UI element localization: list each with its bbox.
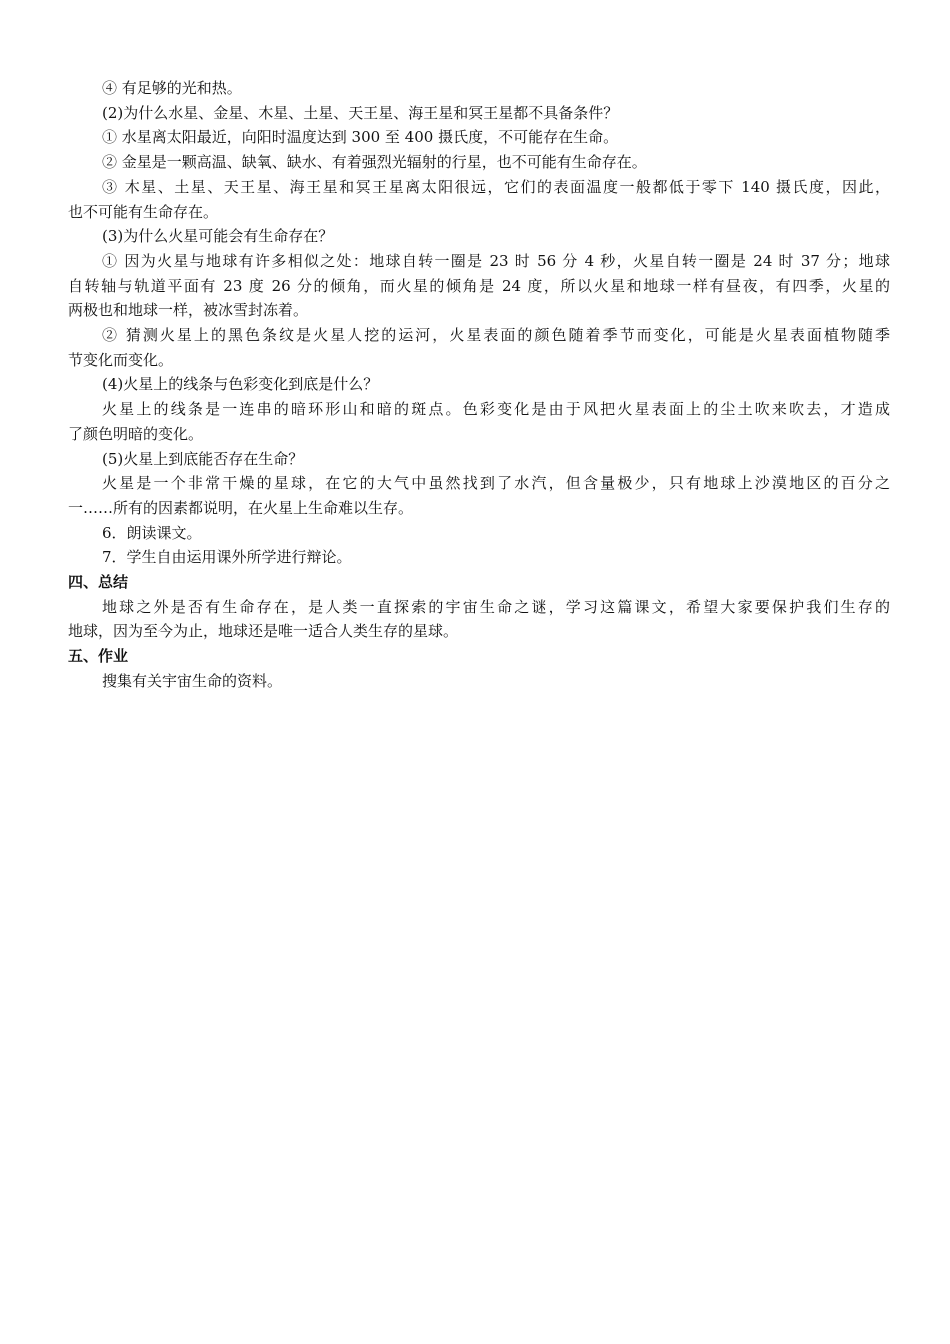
answer-mars-lines: 火星上的线条是一连串的暗环形山和暗的斑点。色彩变化是由于风把火星表面上的尘土吹来吹去，才造成 — [102, 400, 890, 419]
answer-mercury: ① 水星离太阳最近，向阳时温度达到 300 至 400 摄氏度，不可能存在生命。 — [102, 128, 619, 147]
step-6: 6．朗读课文。 — [102, 523, 202, 542]
summary-paragraph: 地球之外是否有生命存在，是人类一直探索的宇宙生命之谜，学习这篇课文，希望大家要保护我们生存的 — [102, 597, 890, 616]
answer-mars-life-cont: 一……所有的因素都说明，在火星上生命难以生存。 — [68, 498, 414, 517]
list-item-light-heat: ④ 有足够的光和热。 — [102, 79, 242, 97]
answer-venus: ② 金星是一颗高温、缺氧、缺水、有着强烈光辐射的行星，也不可能有生命存在。 — [102, 153, 647, 172]
answer-mars-life: 火星是一个非常干燥的星球，在它的大气中虽然找到了水汽，但含量极少，只有地球上沙漠地区的百分之 — [102, 474, 890, 493]
homework-text: 搜集有关宇宙生命的资料。 — [102, 671, 283, 690]
section-heading-summary: 四、总结 — [68, 573, 129, 592]
answer-mars-canals-cont: 节变化而变化。 — [68, 350, 174, 369]
document-page — [68, 76, 890, 694]
question-4: (4)火星上的线条与色彩变化到底是什么？ — [102, 375, 379, 394]
summary-paragraph-cont: 地球，因为至今为止，地球还是唯一适合人类生存的星球。 — [68, 622, 459, 641]
answer-mars-similarity: ① 因为火星与地球有许多相似之处：地球自转一圈是 23 时 56 分 4 秒，火星自转一圈是 24 时 37 分；地球 — [102, 251, 890, 270]
question-2: (2)为什么水星、金星、木星、土星、天王星、海王星和冥王星都不具备条件？ — [102, 103, 619, 122]
question-5: (5)火星上到底能否存在生命？ — [102, 449, 304, 468]
answer-outer-planets: ③ 木星、土星、天王星、海王星和冥王星离太阳很远，它们的表面温度一般都低于零下 140 摄氏度，因此， — [102, 177, 890, 196]
answer-mars-lines-cont: 了颜色明暗的变化。 — [68, 424, 204, 443]
answer-mars-similarity-cont-1: 自转轴与轨道平面有 23 度 26 分的倾角，而火星的倾角是 24 度，所以火星和地球一样有昼夜，有四季，火星的 — [68, 276, 890, 295]
answer-mars-canals: ② 猜测火星上的黑色条纹是火星人挖的运河，火星表面的颜色随着季节而变化，可能是火星表面植物随季 — [102, 326, 890, 345]
answer-mars-similarity-cont-2: 两极也和地球一样，被冰雪封冻着。 — [68, 301, 309, 320]
answer-outer-planets-cont: 也不可能有生命存在。 — [68, 202, 219, 221]
step-7: 7．学生自由运用课外所学进行辩论。 — [102, 548, 352, 567]
section-heading-homework: 五、作业 — [68, 647, 129, 666]
question-3: (3)为什么火星可能会有生命存在？ — [102, 227, 334, 246]
